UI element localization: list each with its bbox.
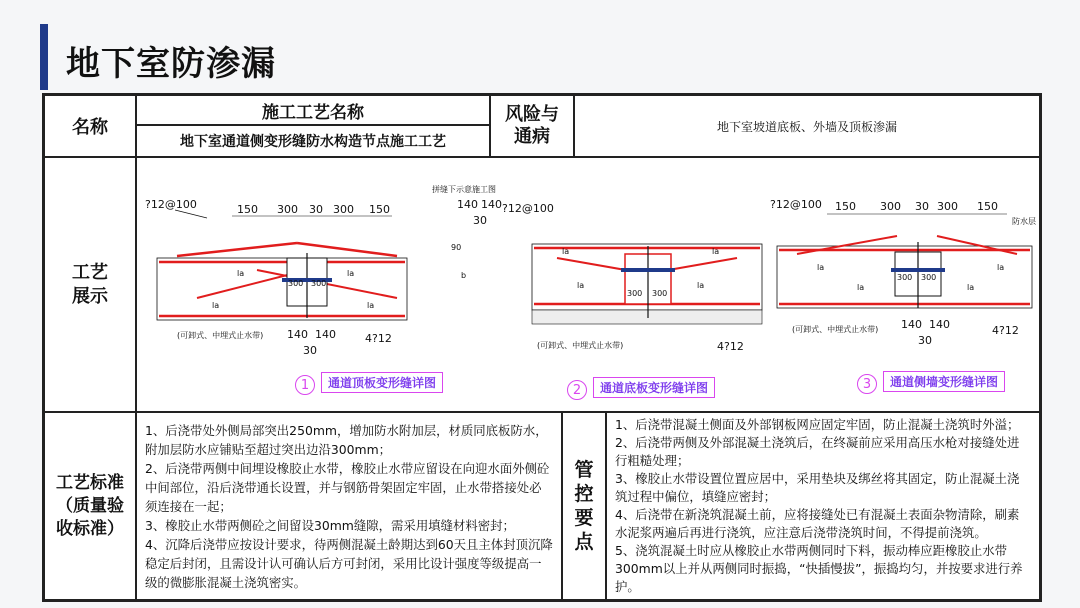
svg-text:140: 140 [481, 198, 502, 211]
svg-text:90: 90 [451, 243, 462, 252]
title-accent-bar [40, 24, 48, 90]
svg-text:300: 300 [880, 200, 901, 213]
svg-text:140: 140 [929, 318, 950, 331]
svg-text:4?12: 4?12 [992, 324, 1019, 337]
svg-text:(可卸式、中埋式止水带): (可卸式、中埋式止水带) [792, 325, 879, 334]
svg-text:300: 300 [288, 279, 304, 288]
svg-text:30: 30 [303, 344, 317, 357]
diagram-3-caption-num: 3 [857, 374, 877, 394]
diagram-2 [432, 184, 762, 353]
name-label: 名称 [44, 95, 136, 157]
svg-text:la: la [347, 269, 355, 278]
svg-text:30: 30 [915, 200, 929, 213]
svg-text:300: 300 [311, 279, 327, 288]
svg-text:300: 300 [937, 200, 958, 213]
svg-text:300: 300 [277, 203, 298, 216]
process-table [42, 93, 1042, 602]
diagram-1-note: (可卸式、中埋式止水带) [177, 331, 264, 340]
svg-text:防水层: 防水层 [1012, 217, 1036, 226]
process-name-label: 施工工艺名称 [136, 95, 490, 125]
svg-text:150: 150 [237, 203, 258, 216]
svg-text:30: 30 [473, 214, 487, 227]
svg-text:140: 140 [901, 318, 922, 331]
svg-text:300: 300 [652, 289, 668, 298]
svg-text:la: la [817, 263, 825, 272]
svg-text:la: la [997, 263, 1005, 272]
standard-label: 工艺标准（质量验收标准） [44, 412, 136, 600]
svg-text:140: 140 [457, 198, 478, 211]
svg-text:la: la [562, 247, 570, 256]
risk-label: 风险与通病 [490, 95, 574, 157]
diagram-1-bar-label: ?12@100 [145, 198, 197, 211]
process-name-value: 地下室通道侧变形缝防水构造节点施工工艺 [136, 125, 490, 157]
svg-text:?12@100: ?12@100 [502, 202, 554, 215]
diagram-3 [770, 198, 1036, 347]
svg-text:140: 140 [315, 328, 336, 341]
svg-text:300: 300 [897, 273, 913, 282]
svg-text:30: 30 [918, 334, 932, 347]
svg-text:la: la [857, 283, 865, 292]
control-text: 1、后浇带混凝土侧面及外部钢板网应固定牢固，防止混凝土浇筑时外溢； 2、后浇带两侧及外部混凝土浇筑后，在终凝前应采用高压水枪对接缝处进行粗糙处理； 3、橡胶止水带设置位置应居中，采用垫块及绑丝将其固定，防止混凝土浇筑过程中偏位，填缝应密封； 4、后浇带在新浇筑混凝土前，应将接缝处已有混凝土表面杂物清除，刷素水泥浆两遍后再进行浇筑，应注意后浇带浇筑时间，不得提前浇筑。 5、浇筑混凝土时应从橡胶止水带两侧同时下料，振动棒应距橡胶止水带300mm以上并从两侧同时振捣，“快插慢拔”，振捣均匀，并按要求进行养护。 [606, 412, 1040, 600]
svg-text:150: 150 [977, 200, 998, 213]
svg-text:300: 300 [921, 273, 937, 282]
svg-text:la: la [967, 283, 975, 292]
svg-text:30: 30 [309, 203, 323, 216]
svg-text:?12@100: ?12@100 [770, 198, 822, 211]
svg-text:la: la [237, 269, 245, 278]
svg-text:la: la [697, 281, 705, 290]
diagram-3-caption: 通道侧墙变形缝详图 [883, 371, 1005, 392]
diagram-panel [136, 157, 1040, 412]
standard-text: 1、后浇带处外侧局部突出250mm，增加防水附加层，材质同底板防水，附加层防水应铺贴至超过突出边沿300mm； 2、后浇带两侧中间埋设橡胶止水带，橡胶止水带应留设在向迎水面外侧砼中间部位，沿后浇带通长设置，并与钢筋骨架固定牢固，止水带搭接处必须连接在一起； 3、橡胶止水带两侧砼之间留设30mm缝隙，需采用填缝材料密封； 4、沉降后浇带应按设计要求，待两侧混凝土龄期达到60天且主体封顶沉降稳定后封闭，且需设计认可确认后方可封闭，采用比设计强度等级提高一级的微膨胀混凝土浇筑密实。 [136, 412, 562, 600]
page-title: 地下室防渗漏 [66, 44, 276, 84]
svg-text:300: 300 [627, 289, 643, 298]
diagram-2-caption-num: 2 [567, 380, 587, 400]
control-label: 管控要点 [562, 412, 606, 600]
svg-text:150: 150 [369, 203, 390, 216]
diagram-1-caption-num: 1 [295, 375, 315, 395]
svg-text:b: b [461, 271, 467, 280]
diagram-2-caption: 通道底板变形缝详图 [593, 377, 715, 398]
svg-text:(可卸式、中埋式止水带): (可卸式、中埋式止水带) [537, 341, 624, 350]
svg-text:la: la [577, 281, 585, 290]
svg-text:4?12: 4?12 [365, 332, 392, 345]
risk-value: 地下室坡道底板、外墙及顶板渗漏 [574, 95, 1040, 157]
svg-text:140: 140 [287, 328, 308, 341]
diagram-1-caption: 通道顶板变形缝详图 [321, 372, 443, 393]
diagram-1 [145, 198, 407, 357]
display-label: 工艺展示 [44, 157, 136, 412]
svg-text:la: la [712, 247, 720, 256]
svg-text:la: la [367, 301, 375, 310]
svg-text:150: 150 [835, 200, 856, 213]
svg-text:拼缝下示意施工图: 拼缝下示意施工图 [432, 185, 496, 194]
svg-text:4?12: 4?12 [717, 340, 744, 353]
svg-text:la: la [212, 301, 220, 310]
svg-text:300: 300 [333, 203, 354, 216]
